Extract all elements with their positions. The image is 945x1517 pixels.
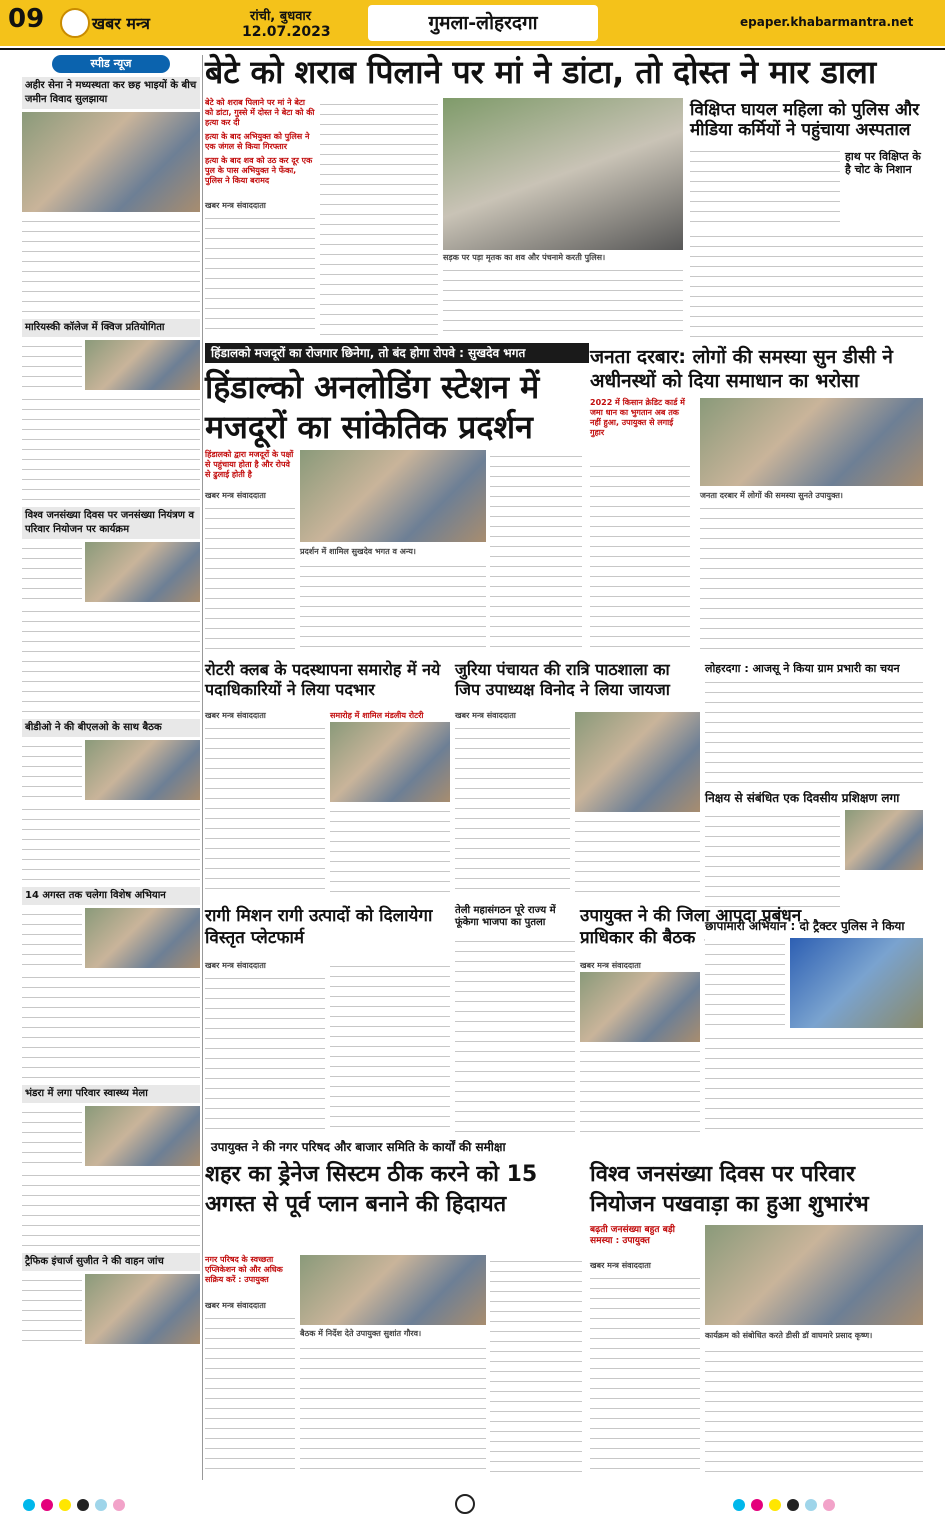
byline: खबर मन्त्र संवाददाता [205,961,266,970]
color-dots-right [730,1496,838,1515]
article-text [455,935,575,1132]
article-text [443,264,683,338]
drain-kicker: उपायुक्त ने की नगर परिषद और बाजार समिति के कार्यों की समीक्षा [205,1137,589,1157]
family-photo [705,1225,923,1325]
byline: खबर मन्त्र संवाददाता [205,1301,266,1310]
chhapa-headline: छापामारी अभियान : दो ट्रैक्टर पुलिस ने किया [705,919,905,933]
photo-caption: जनता दरबार में लोगों की समस्या सुनते उपायुक्त। [700,491,843,500]
road-photo [443,98,683,250]
drain-headline: शहर का ड्रेनेज सिस्टम ठीक करने को 15 अगस्त से पूर्व प्लान बनाने की हिदायत [205,1162,538,1217]
article-text [575,815,700,897]
sidebar-headline: मारियस्की कॉलेज में क्विज प्रतियोगिता [22,319,200,337]
article-text [700,502,923,655]
sidebar-photo [85,542,200,602]
teli-headline: तेली महासंगठन पूरे राज्य में फूंकेगा भाजपा का पुतला [455,905,556,928]
hindalco-kicker: हिंडालको मजदूरों का रोजगार छिनेगा, तो बंद होगा रोपवे : सुखदेव भगत [205,343,589,363]
article-text [590,460,690,655]
juria-headline: जुरिया पंचायत की रात्रि पाठशाला का जिप उपाध्यक्ष विनोद ने लिया जायजा [455,660,670,699]
dc-headline: उपायुक्त ने की जिला आपदा प्रबंधन प्राधिकार की बैठक [580,906,802,948]
sidebar-photo [22,112,200,212]
article-text [705,1032,923,1132]
photo-caption: सड़क पर पड़ा मृतक का शव और पंचनामे करती पुलिस। [443,253,606,262]
pull-quote: हाथ पर विक्षिप्त के है चोट के निशान [845,150,921,176]
lead-bullet: हत्या के बाद अभियुक्त को पुलिस ने एक जंगल से किया गिरफ्तार [205,132,310,151]
sidebar-article-text [22,542,82,602]
drain-bullet: नगर परिषद के स्वच्छता एप्लिकेशन को और अधिक सक्रिय करें : उपायुक्त [205,1255,283,1284]
article-text [330,805,450,897]
byline: खबर मन्त्र संवाददाता [205,201,266,210]
janta-headline: जनता दरबार: लोगों की समस्या सुन डीसी ने अधीनस्थों को दिया समाधान का भरोसा [590,346,893,392]
sidebar-photo [85,1106,200,1166]
byline: खबर मन्त्र संवाददाता [205,491,266,500]
nikshay-headline: निक्षय से संबंधित एक दिवसीय प्रशिक्षण लगा [705,791,900,805]
family-headline: विश्व जनसंख्या दिवस पर परिवार नियोजन पखवाड़ा का हुआ शुभारंभ [590,1162,869,1217]
lead-bullets [205,98,315,186]
sidebar-article-text [22,803,200,883]
article-text [300,560,486,652]
ragi-headline: रागी मिशन रागी उत्पादों को दिलायेगा विस्तृत प्लेटफार्म [205,906,433,948]
sidebar-headline: विश्व जनसंख्या दिवस पर जनसंख्या नियंत्रण व परिवार नियोजन पर कार्यक्रम [22,507,200,539]
lead-bullet: हत्या के बाद शव को उठ कर दूर एक पुल के पास अभियुक्त ने फेंका, पुलिस ने किया बरामद [205,156,313,185]
drain-photo [300,1255,486,1325]
article-text [205,212,315,337]
byline: खबर मन्त्र संवाददाता [205,711,266,720]
brand-name: खबर मन्त्र [92,14,150,33]
sidebar-article-text [22,605,200,715]
epaper-link[interactable]: epaper.khabarmantra.net [740,15,914,29]
article-text [320,98,438,338]
sidebar-photo [85,1274,200,1344]
article-text [690,145,840,225]
rotary-photo [330,722,450,802]
rotary-headline: रोटरी क्लब के पदस्थापना समारोह में नये पदाधिकारियों ने लिया पदभार [205,660,441,699]
lohardaga-tag: लोहरदगा : आजसू ने किया ग्राम प्रभारी का चयन [705,662,900,675]
article-text [205,1312,295,1477]
article-text [455,722,570,897]
sidebar-article-text [22,215,200,315]
color-dots-left [20,1496,128,1515]
brand-logo-icon [60,8,90,38]
article-text [205,502,295,652]
tractor-photo [790,938,923,1028]
sidebar-headline: बीडीओ ने की बीएलओ के साथ बैठक [22,719,200,737]
lead-bullet: बेटे को शराब पिलाने पर मां ने बेटा को डांटा, गुस्से में दोस्त ने बेटा को की हत्या कर दी [205,98,315,127]
article-text [490,1255,582,1477]
article-text [300,1342,486,1477]
article-text [705,676,923,786]
article-text [205,972,325,1132]
dateline-place: रांची, बुधवार [250,9,312,24]
article-text [705,810,840,910]
page-number: 09 [8,4,45,34]
sidebar-article-text [22,393,200,503]
hindalco-headline: हिंडाल्को अनलोडिंग स्टेशन में मजदूरों का सांकेतिक प्रदर्शन [205,368,540,446]
photo-caption: कार्यक्रम को संबोधित करते डीसी डॉ वाघमारे प्रसाद कृष्ण। [705,1331,873,1340]
nikshay-photo [845,810,923,870]
article-text [690,230,923,338]
sidebar-headline: अहीर सेना ने मध्यस्थता कर छह भाइयों के बीच जमीन विवाद सुलझाया [22,77,200,109]
side-headline: विक्षिप्त घायल महिला को पुलिस और मीडिया कर्मियों ने पहुंचाया अस्पताल [690,100,920,140]
byline: खबर मन्त्र संवाददाता [580,961,641,970]
speed-news-badge: स्पीड न्यूज [52,55,170,73]
sidebar-article-text [22,340,82,390]
section-title: गुमला-लोहरदगा [368,5,598,41]
article-text [705,938,785,1028]
protest-photo [300,450,486,542]
photo-caption: बैठक में निर्देश देते उपायुक्त सुशांत गौरव। [300,1329,422,1338]
print-registration-strip [0,1490,945,1517]
sidebar-article-text [22,1106,82,1166]
sidebar-photo [85,740,200,800]
sidebar-headline: 14 अगस्त तक चलेगा विशेष अभियान [22,887,200,905]
rotary-caption: समारोह में शामिल मंडलीय रोटरी [330,711,424,720]
dc-photo [580,972,700,1042]
article-text [590,1272,700,1477]
hindalco-bullet: हिंडालको द्वारा मजदूरों के पक्षों से पहुंचाया होता है और रोपवे से ढुलाई होती है [205,450,294,479]
juria-photo [575,712,700,812]
sidebar-photo [85,340,200,390]
column-rule [202,55,203,1480]
sidebar-article-text [22,740,82,800]
family-bullet: बढ़ती जनसंख्या बहुत बड़ी समस्या : उपायुक्त [590,1225,675,1246]
sidebar-headline: भंडरा में लगा परिवार स्वास्थ्य मेला [22,1085,200,1103]
lead-headline: बेटे को शराब पिलाने पर मां ने डांटा, तो दोस्त ने मार डाला [205,53,877,91]
sidebar-article-text [22,1274,82,1344]
sidebar-photo [85,908,200,968]
article-text [490,450,582,650]
header-rule [0,48,945,50]
byline: खबर मन्त्र संवाददाता [455,711,516,720]
janta-photo [700,398,923,486]
photo-caption: प्रदर्शन में शामिल सुखदेव भगत व अन्य। [300,547,416,556]
article-text [705,1345,923,1477]
sidebar-article-text [22,908,82,968]
dateline-date: 12.07.2023 [242,24,331,40]
sidebar-headline: ट्रैफिक इंचार्ज सुजीत ने की वाहन जांच [22,1253,200,1271]
article-text [580,1045,700,1132]
article-text [205,722,325,897]
article-text [330,960,450,1132]
byline: खबर मन्त्र संवाददाता [590,1261,651,1270]
registration-mark-icon [455,1494,475,1514]
speed-news-column [22,55,200,1475]
janta-bullet: 2022 में किसान क्रेडिट कार्ड में जमा धान का भुगतान अब तक नहीं हुआ, उपायुक्त से लगाई गुहार [590,398,685,437]
sidebar-article-text [22,971,200,1081]
sidebar-article-text [22,1169,200,1249]
